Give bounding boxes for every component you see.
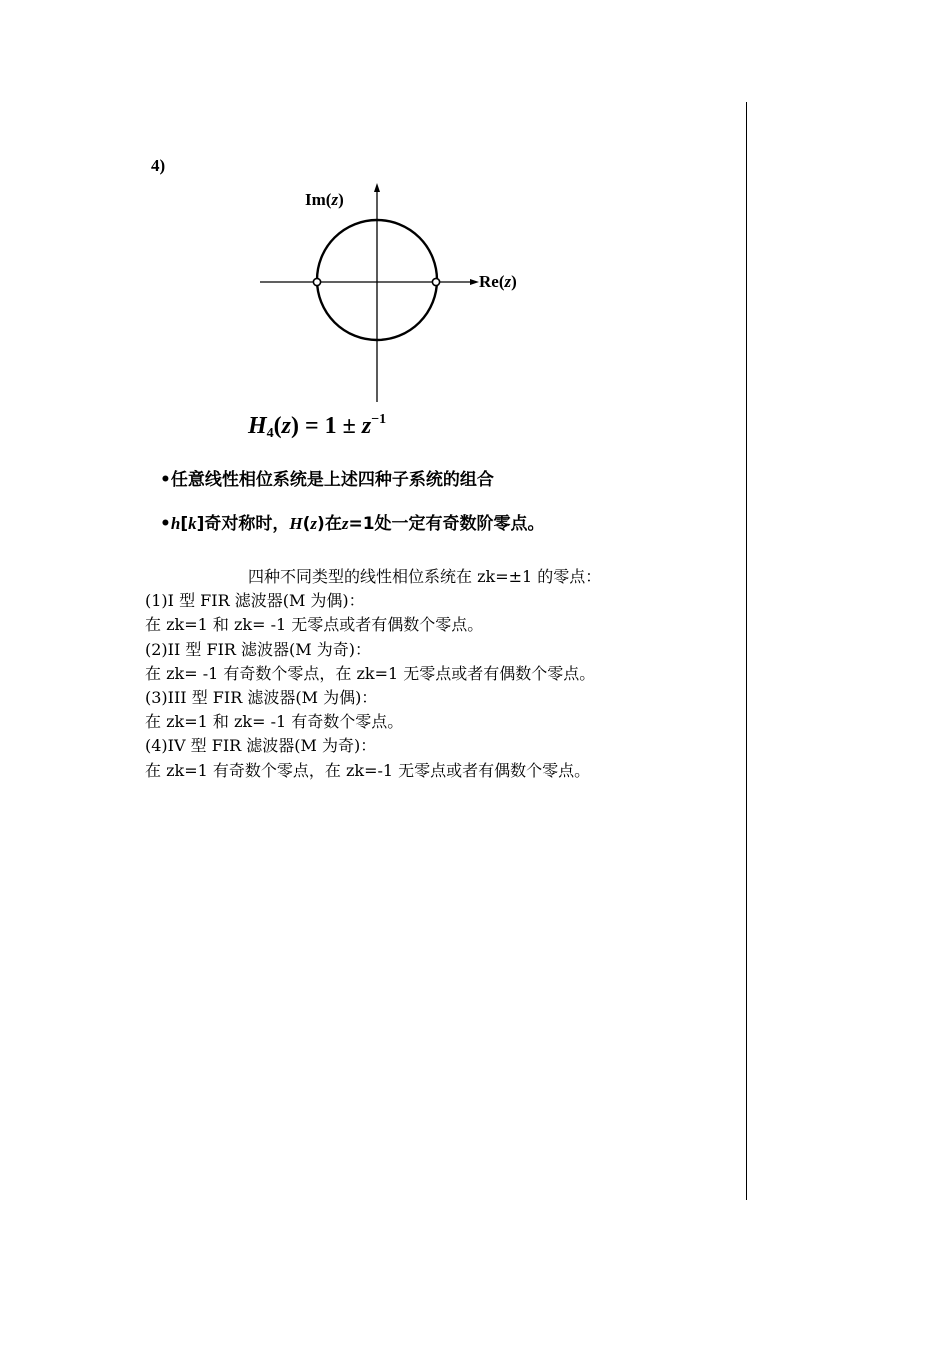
type-3-description: 在 zk=1 和 zk= -1 有奇数个零点。 (145, 712, 404, 732)
bullet-odd-symmetry: •h[k]奇对称时，H(z)在z=1处一定有奇数阶零点。 (160, 514, 545, 534)
type-1-title: (1)I 型 FIR 滤波器(M 为偶)： (145, 591, 365, 611)
bullet-combination: •任意线性相位系统是上述四种子系统的组合 (160, 470, 494, 490)
type-3-title: (3)III 型 FIR 滤波器(M 为偶)： (145, 688, 378, 708)
zero-locations-explanation (145, 565, 601, 783)
zero-marker-right (432, 278, 439, 285)
imaginary-axis-arrow (374, 183, 380, 192)
intro-line: 四种不同类型的线性相位系统在 zk=±1 的零点： (248, 567, 602, 586)
type-4-description: 在 zk=1 有奇数个零点，在 zk=-1 无零点或者有偶数个零点。 (145, 760, 591, 780)
type-4-title: (4)IV 型 FIR 滤波器(M 为奇)： (145, 736, 377, 756)
section-number: 4) (151, 156, 166, 175)
page-divider-line (746, 102, 747, 1200)
real-axis-arrow (470, 279, 479, 285)
real-axis-label: Re(z) (479, 272, 517, 291)
type-1-description: 在 zk=1 和 zk= -1 无零点或者有偶数个零点。 (145, 615, 484, 635)
type-2-title: (2)II 型 FIR 滤波器(M 为奇)： (145, 639, 371, 659)
imaginary-axis-label: Im(z) (305, 190, 344, 209)
pole-zero-diagram (250, 178, 550, 410)
zero-marker-left (313, 278, 320, 285)
transfer-function-formula: $H_4(z) = 1 \pm z^{-1}$ (248, 412, 387, 441)
type-2-description: 在 zk= -1 有奇数个零点，在 zk=1 无零点或者有偶数个零点。 (145, 663, 596, 683)
